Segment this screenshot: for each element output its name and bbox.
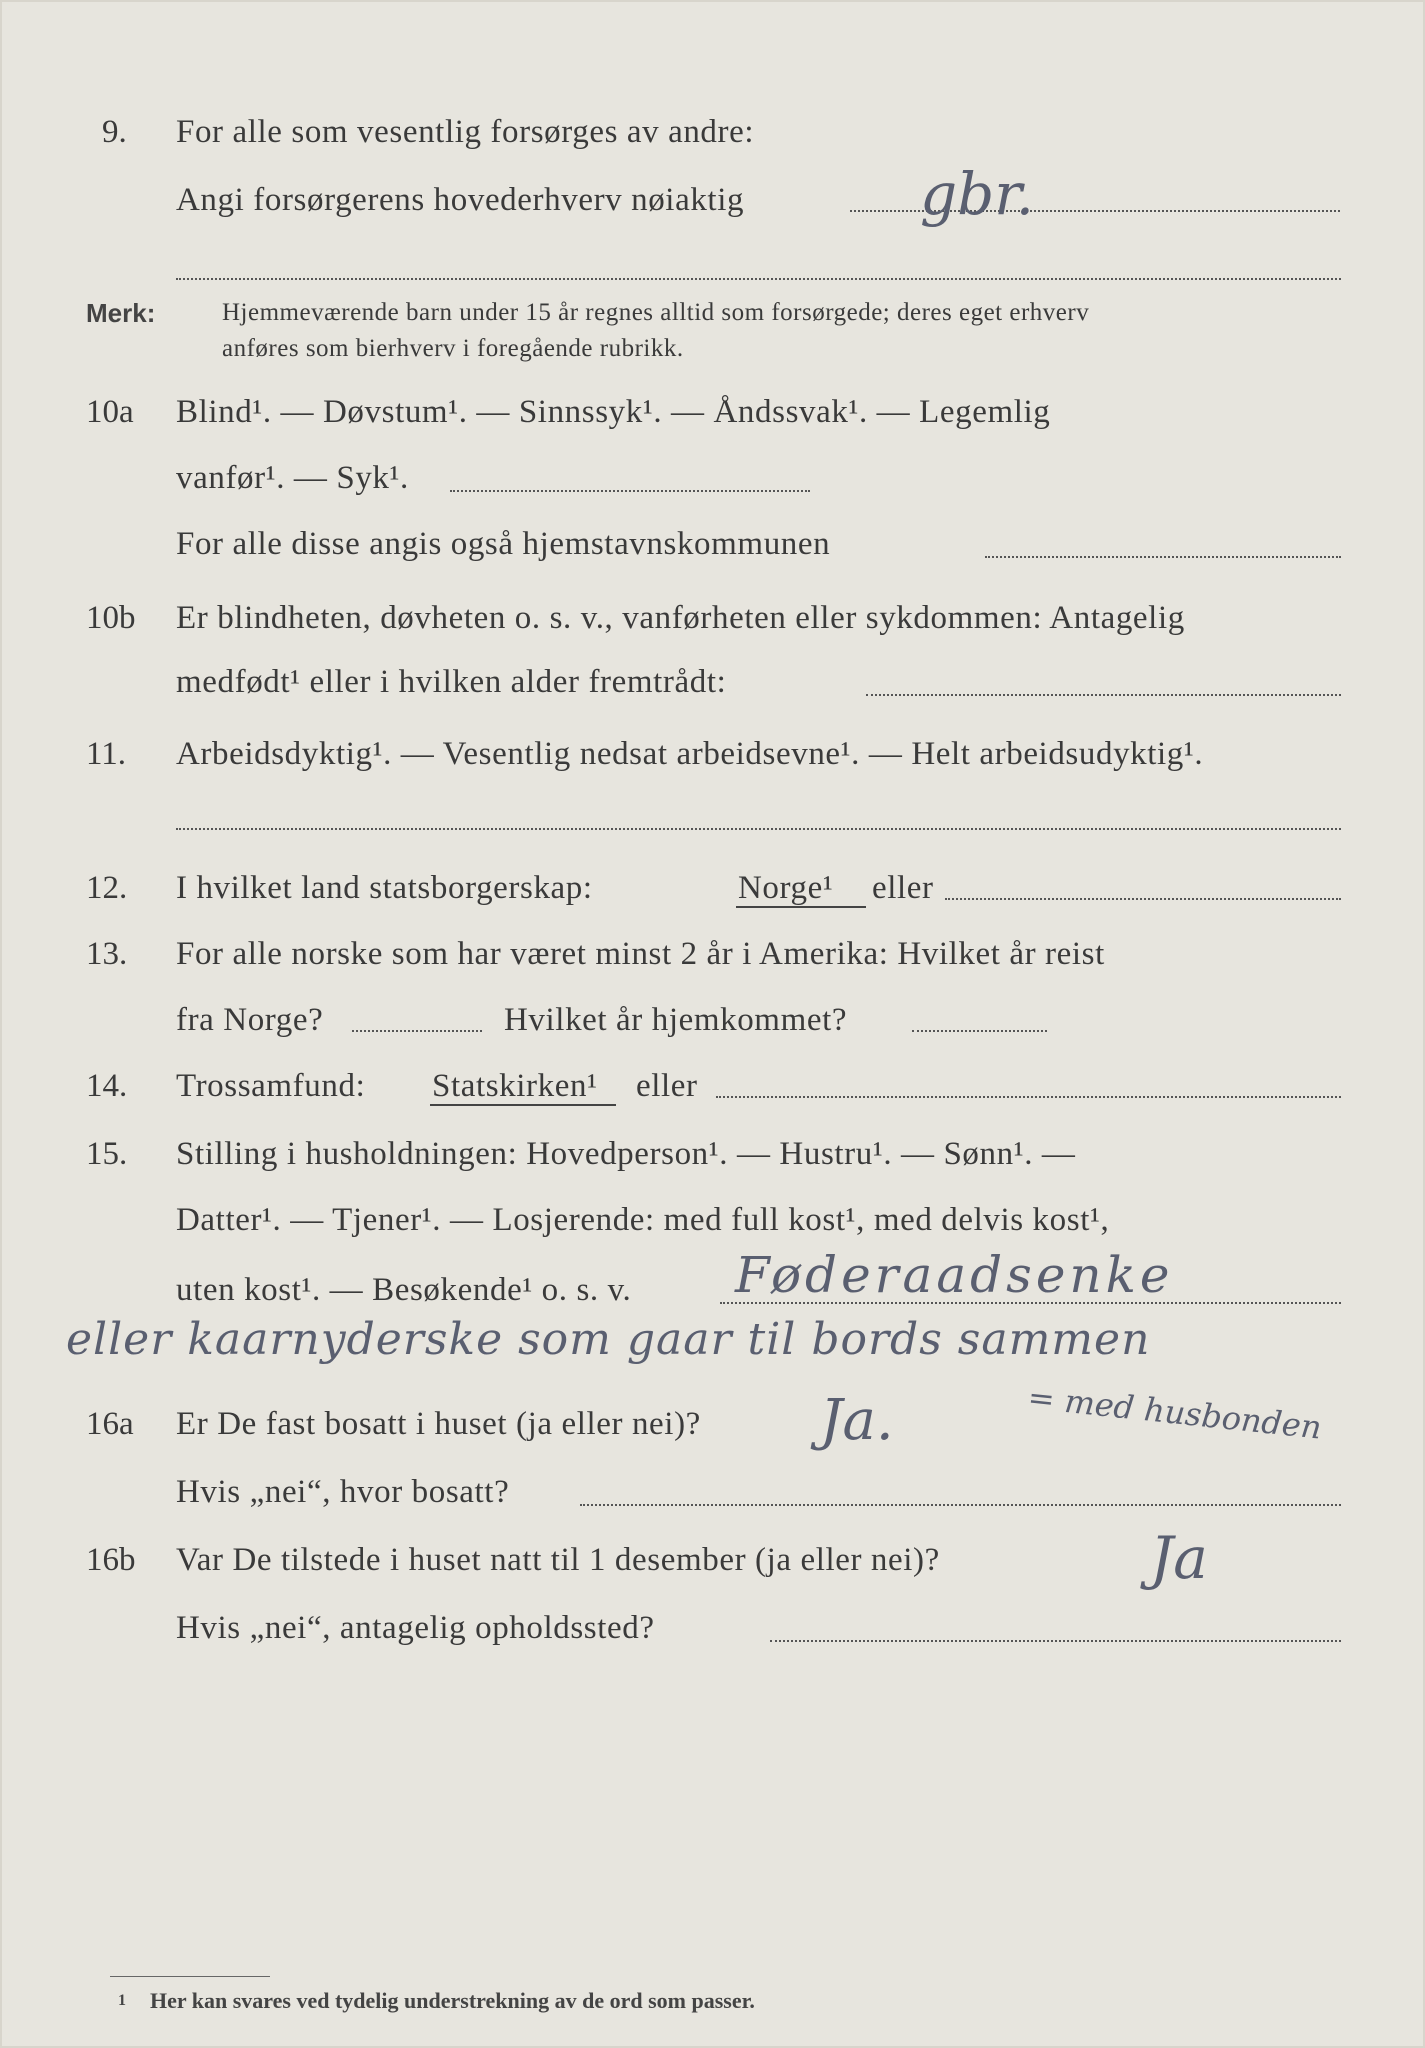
q10a-line3: For alle disse angis også hjemstavnskommunen (176, 526, 831, 562)
q14-number: 14. (86, 1068, 128, 1104)
q10b-number: 10b (86, 600, 136, 636)
q12-norge: Norge¹ (738, 870, 834, 906)
q13-line2a: fra Norge? (176, 1002, 324, 1038)
q13-line2b: Hvilket år hjemkommet? (504, 1002, 848, 1038)
q16b-line1: Var De tilstede i huset natt til 1 desember (ja eller nei)? (176, 1542, 940, 1578)
q15-line2: Datter¹. — Tjener¹. — Losjerende: med full kost¹, med delvis kost¹, (176, 1202, 1110, 1238)
q14-statskirken: Statskirken¹ (432, 1068, 598, 1104)
q16b-line2: Hvis „nei“, antagelig opholdssted? (176, 1610, 655, 1646)
q10a-kommune-line (985, 556, 1341, 558)
q14-statskirken-underline (430, 1104, 616, 1106)
q15-number: 15. (86, 1136, 128, 1172)
q16a-line1: Er De fast bosatt i huset (ja eller nei)? (176, 1406, 701, 1442)
q10a-line2: vanfør¹. — Syk¹. (176, 460, 409, 496)
q11-line1: Arbeidsdyktig¹. — Vesentlig nedsat arbeidsevne¹. — Helt arbeidsudyktig¹. (176, 736, 1204, 772)
q13-line1: For alle norske som har været minst 2 år i Amerika: Hvilket år reist (176, 936, 1105, 972)
q10a-number: 10a (86, 394, 134, 430)
q16b-opholdssted-line (770, 1640, 1341, 1642)
q15-line1: Stilling i husholdningen: Hovedperson¹. — Hustru¹. — Sønn¹. — (176, 1136, 1076, 1172)
q13-hjemkommet-line (912, 1030, 1047, 1032)
q12-number: 12. (86, 870, 128, 906)
footnote-mark: 1 (118, 1992, 126, 2009)
merk-label: Merk: (86, 298, 156, 328)
q10a-line1: Blind¹. — Døvstum¹. — Sinnssyk¹. — Åndssvak¹. — Legemlig (176, 394, 1051, 430)
q11-extra-line (176, 828, 1341, 830)
q15-answer1: Føderaadsenke (735, 1246, 1174, 1304)
q12-prefix: I hvilket land statsborgerskap: (176, 870, 593, 906)
q14-prefix: Trossamfund: (176, 1068, 366, 1104)
q13-reist-line (352, 1030, 482, 1032)
q15-answer3: = med husbonden (1026, 1378, 1324, 1447)
footnote-text: Her kan svares ved tydelig understrekning av de ord som passer. (150, 1988, 755, 2013)
q10b-line1: Er blindheten, døvheten o. s. v., vanførheten eller sykdommen: Antagelig (176, 600, 1185, 636)
q9-answer: gbr. (920, 160, 1035, 228)
q10b-line2: medfødt¹ eller i hvilken alder fremtrådt: (176, 664, 727, 700)
q11-number: 11. (86, 736, 127, 772)
q16b-number: 16b (86, 1542, 136, 1578)
q16a-line2: Hvis „nei“, hvor bosatt? (176, 1474, 510, 1510)
q16b-answer: Ja (1150, 1524, 1208, 1592)
footnote-rule (110, 1976, 270, 1977)
q16a-answer: Ja. (820, 1388, 894, 1453)
q9-extra-line (176, 278, 1341, 280)
q15-line3: uten kost¹. — Besøkende¹ o. s. v. (176, 1272, 632, 1308)
q12-answer-line (945, 898, 1341, 900)
q16a-number: 16a (86, 1406, 134, 1442)
merk-line1: Hjemmeværende barn under 15 år regnes alltid som forsørgede; deres eget erhverv (222, 299, 1090, 326)
q12-norge-underline (736, 906, 866, 908)
q14-suffix: eller (636, 1068, 698, 1104)
q9-line1: For alle som vesentlig forsørges av andre: (176, 114, 755, 150)
q14-answer-line (716, 1096, 1341, 1098)
q9-number: 9. (102, 114, 127, 150)
q10a-syk-line (450, 490, 810, 492)
q16a-bosatt-line (580, 1504, 1341, 1506)
merk-line2: anføres som bierhverv i foregående rubrikk. (222, 335, 684, 362)
q9-line2: Angi forsørgerens hovederhverv nøiaktig (176, 182, 745, 218)
q15-answer2: eller kaarnyderske som gaar til bords sammen (66, 1314, 1151, 1365)
q10b-answer-line (866, 694, 1341, 696)
q12-suffix: eller (872, 870, 934, 906)
q13-number: 13. (86, 936, 128, 972)
